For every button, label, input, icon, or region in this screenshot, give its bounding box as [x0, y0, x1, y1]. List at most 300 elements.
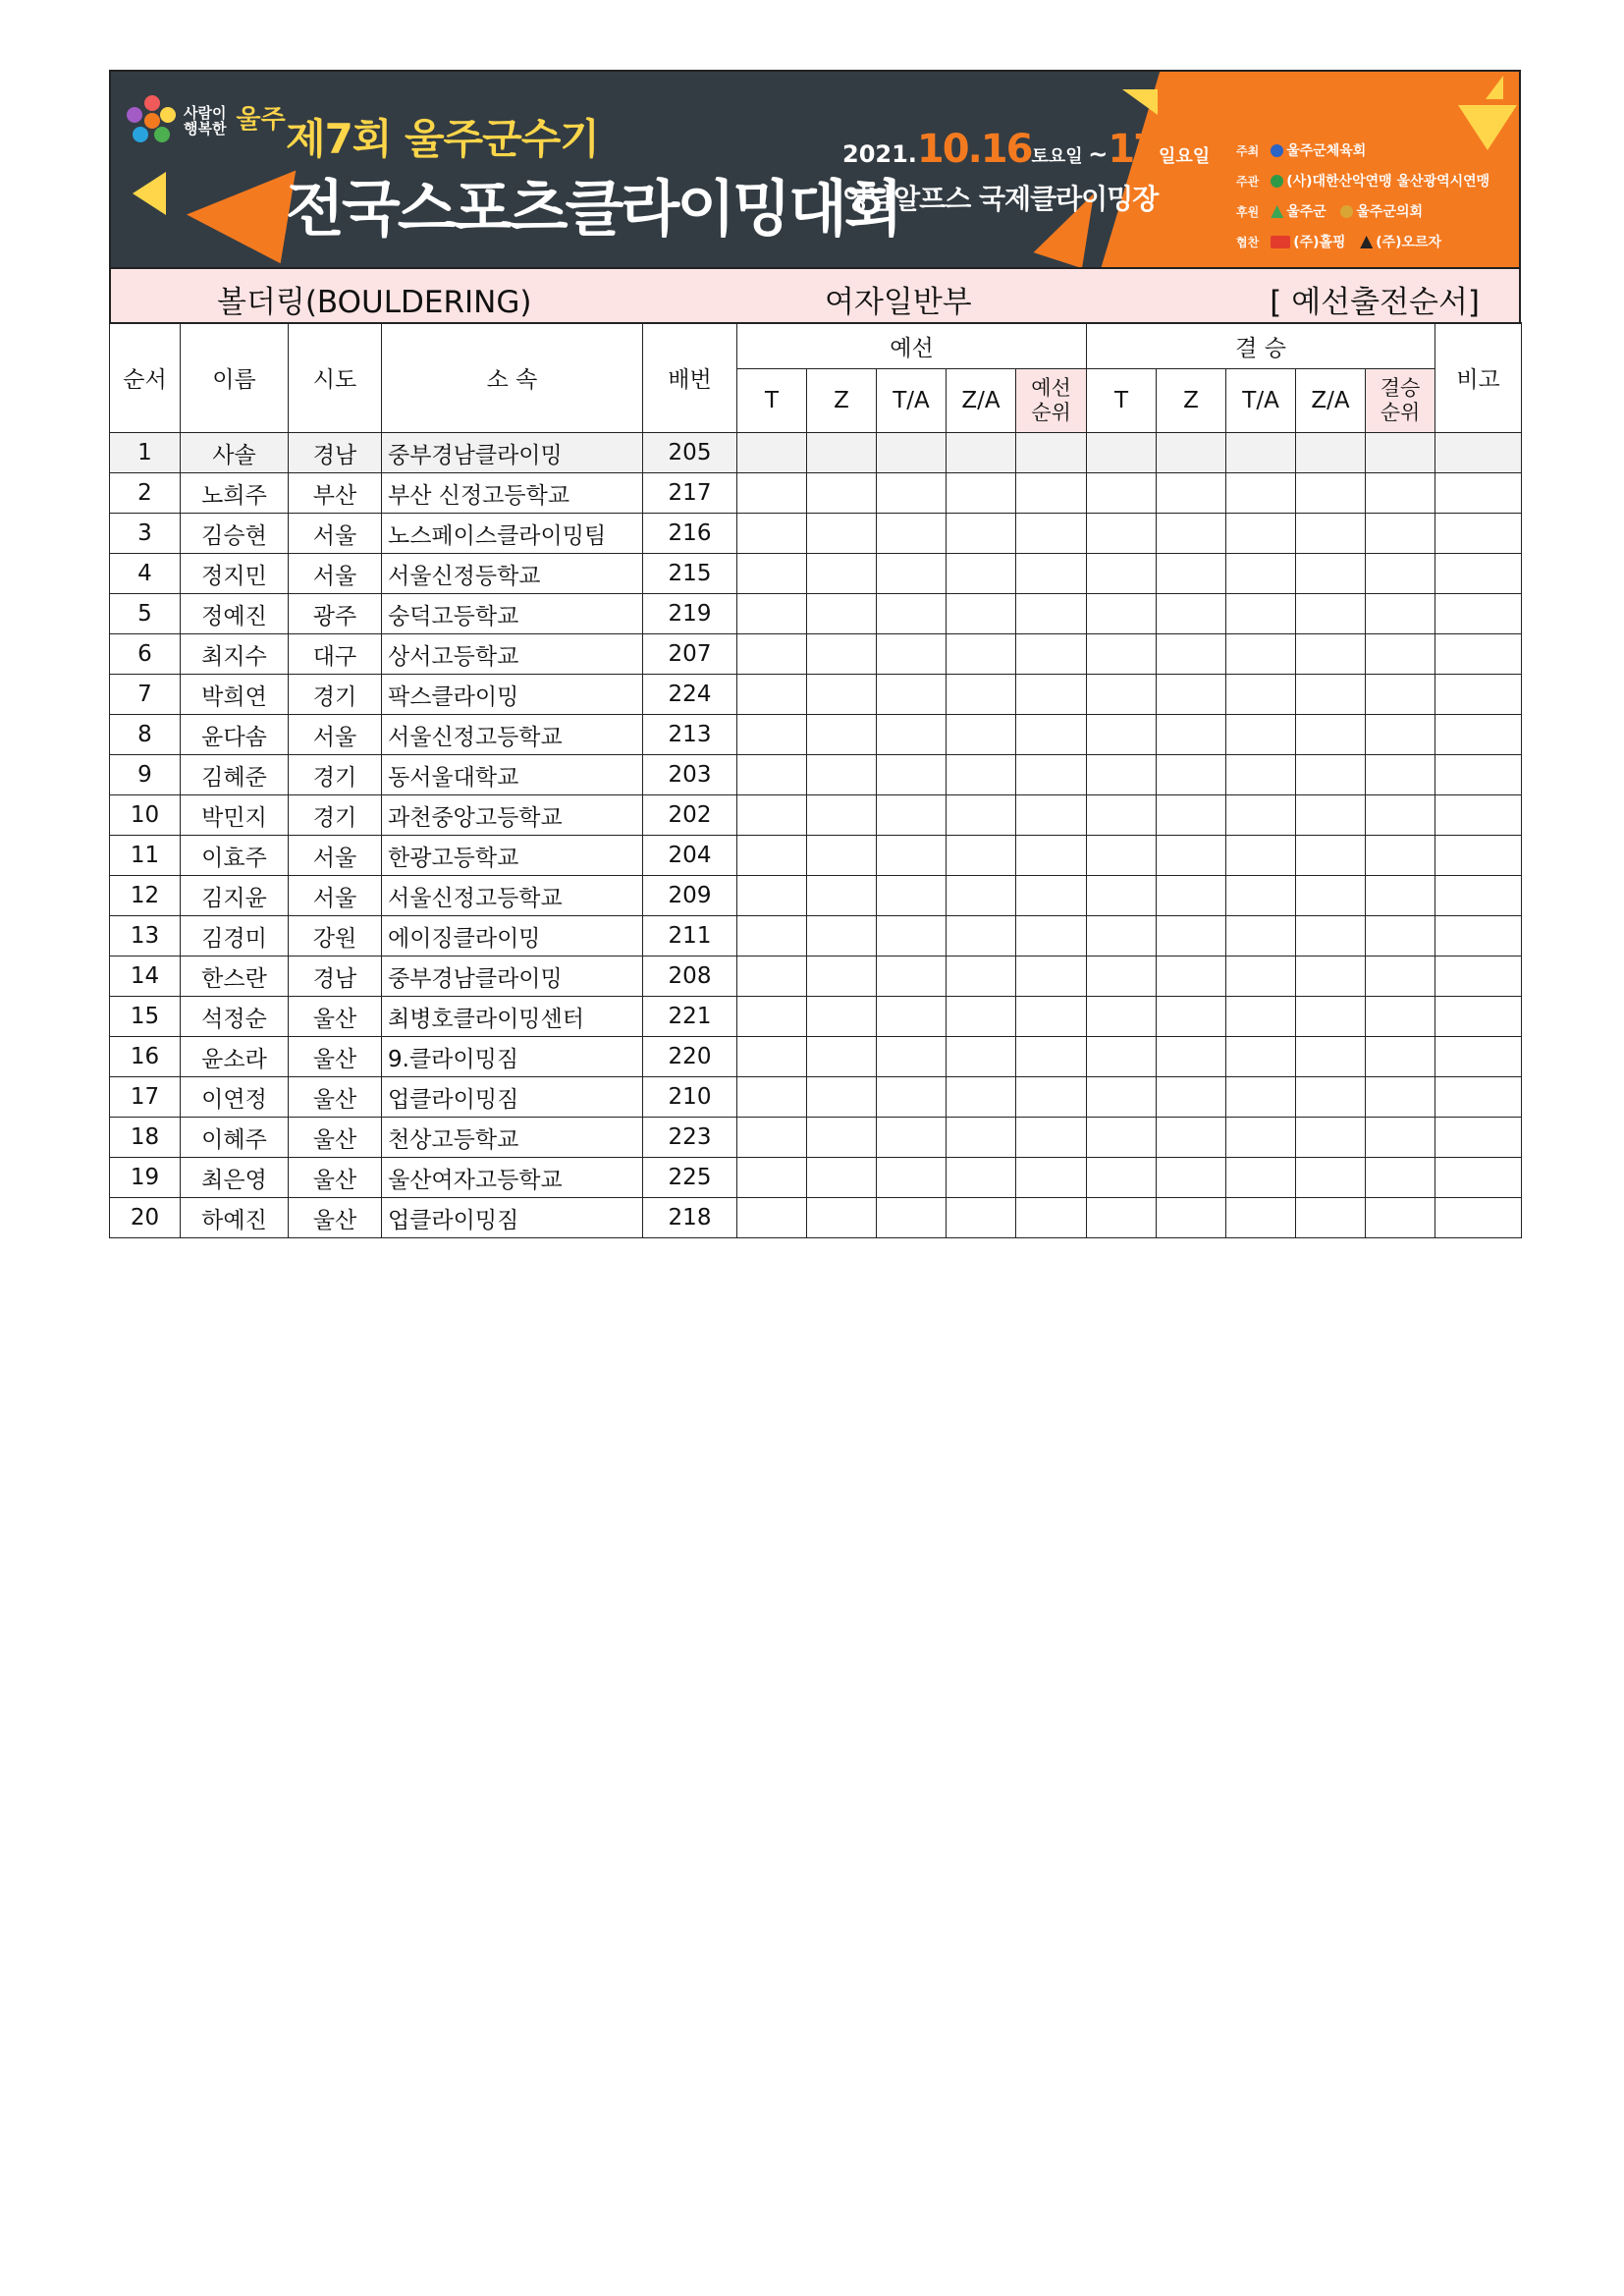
- qual-t-cell: [737, 1118, 807, 1158]
- remarks-cell: [1435, 473, 1522, 514]
- row-order: 18: [110, 1118, 181, 1158]
- remarks-cell: [1435, 715, 1522, 755]
- header-final: 결 승: [1087, 323, 1435, 369]
- row-order: 8: [110, 715, 181, 755]
- final-za-cell: [1296, 634, 1366, 675]
- remarks-cell: [1435, 795, 1522, 836]
- sponsor-name: 울주군체육회: [1286, 143, 1367, 159]
- final-t-cell: [1087, 715, 1157, 755]
- county-council-emblem-icon: [1340, 205, 1353, 218]
- qual-za-cell: [947, 755, 1016, 795]
- qual-za-cell: [947, 1077, 1016, 1118]
- qual-za-cell: [947, 554, 1016, 594]
- qual-rank-cell: [1016, 836, 1087, 876]
- header-qual-zones: Z: [807, 369, 877, 433]
- qual-za-cell: [947, 1198, 1016, 1238]
- header-final-top-attempts: T/A: [1226, 369, 1296, 433]
- qual-ta-cell: [877, 836, 947, 876]
- row-bib: 209: [643, 876, 737, 916]
- qual-t-cell: [737, 836, 807, 876]
- qual-t-cell: [737, 1158, 807, 1198]
- division-label: 여자일반부: [825, 285, 972, 320]
- row-name: 김혜준: [181, 755, 289, 795]
- table-row: [110, 1077, 1522, 1118]
- remarks-cell: [1435, 957, 1522, 997]
- row-region: 경기: [289, 795, 382, 836]
- qual-rank-cell: [1016, 916, 1087, 957]
- row-region: 경기: [289, 675, 382, 715]
- final-ta-cell: [1226, 1077, 1296, 1118]
- final-t-cell: [1087, 433, 1157, 473]
- final-z-cell: [1157, 957, 1226, 997]
- final-t-cell: [1087, 1118, 1157, 1158]
- qual-z-cell: [807, 916, 877, 957]
- final-za-cell: [1296, 795, 1366, 836]
- row-name: 정지민: [181, 554, 289, 594]
- qual-z-cell: [807, 755, 877, 795]
- row-order: 17: [110, 1077, 181, 1118]
- triangle-decoration: [1486, 76, 1503, 99]
- row-bib: 205: [643, 433, 737, 473]
- final-t-cell: [1087, 473, 1157, 514]
- final-z-cell: [1157, 514, 1226, 554]
- header-qual-tops: T: [737, 369, 807, 433]
- qual-z-cell: [807, 715, 877, 755]
- table-row: [110, 836, 1522, 876]
- final-rank-cell: [1366, 1158, 1435, 1198]
- final-t-cell: [1087, 1077, 1157, 1118]
- table-row: [110, 755, 1522, 795]
- ulju-logo: [127, 95, 286, 146]
- final-z-cell: [1157, 473, 1226, 514]
- qual-za-cell: [947, 836, 1016, 876]
- qual-z-cell: [807, 473, 877, 514]
- row-region: 광주: [289, 594, 382, 634]
- qual-za-cell: [947, 997, 1016, 1037]
- qual-rank-cell: [1016, 634, 1087, 675]
- date-end-day: 일요일: [1158, 146, 1211, 167]
- row-bib: 217: [643, 473, 737, 514]
- flower-logo-icon: [127, 95, 178, 146]
- final-rank-cell: [1366, 997, 1435, 1037]
- sponsor-name: (주)홀핑: [1293, 235, 1346, 250]
- row-order: 3: [110, 514, 181, 554]
- table-row: [110, 876, 1522, 916]
- header-final-tops: T: [1087, 369, 1157, 433]
- row-region: 울산: [289, 1077, 382, 1118]
- sponsor-role: 주최: [1236, 144, 1260, 158]
- category-bar: [109, 267, 1521, 324]
- row-bib: 211: [643, 916, 737, 957]
- triangle-decoration: [1122, 89, 1158, 115]
- qual-za-cell: [947, 1118, 1016, 1158]
- remarks-cell: [1435, 1118, 1522, 1158]
- final-t-cell: [1087, 1198, 1157, 1238]
- final-ta-cell: [1226, 755, 1296, 795]
- remarks-cell: [1435, 1077, 1522, 1118]
- qual-za-cell: [947, 795, 1016, 836]
- qual-ta-cell: [877, 473, 947, 514]
- row-order: 19: [110, 1158, 181, 1198]
- final-t-cell: [1087, 997, 1157, 1037]
- header-final-zone-attempts: Z/A: [1296, 369, 1366, 433]
- sponsor-role: 후원: [1236, 205, 1260, 219]
- row-region: 부산: [289, 473, 382, 514]
- final-ta-cell: [1226, 957, 1296, 997]
- final-ta-cell: [1226, 1158, 1296, 1198]
- header-qual-top-attempts: T/A: [877, 369, 947, 433]
- row-bib: 225: [643, 1158, 737, 1198]
- qual-ta-cell: [877, 997, 947, 1037]
- qual-z-cell: [807, 1198, 877, 1238]
- qual-z-cell: [807, 997, 877, 1037]
- qual-za-cell: [947, 715, 1016, 755]
- final-z-cell: [1157, 1118, 1226, 1158]
- row-bib: 218: [643, 1198, 737, 1238]
- final-z-cell: [1157, 1077, 1226, 1118]
- final-t-cell: [1087, 675, 1157, 715]
- final-za-cell: [1296, 957, 1366, 997]
- remarks-cell: [1435, 1198, 1522, 1238]
- final-ta-cell: [1226, 594, 1296, 634]
- qual-t-cell: [737, 1037, 807, 1077]
- final-ta-cell: [1226, 836, 1296, 876]
- row-region: 서울: [289, 554, 382, 594]
- logo-brand: 울주: [236, 104, 286, 135]
- document-type-label: [ 예선출전순서]: [1270, 285, 1480, 320]
- row-affiliation: 업클라이밍짐: [382, 1077, 643, 1118]
- qual-ta-cell: [877, 1037, 947, 1077]
- qual-ta-cell: [877, 675, 947, 715]
- event-title-line-1: 제7회 울주군수기: [286, 115, 599, 163]
- row-order: 12: [110, 876, 181, 916]
- header-affiliation: 소 속: [382, 323, 643, 433]
- final-ta-cell: [1226, 554, 1296, 594]
- final-z-cell: [1157, 715, 1226, 755]
- qual-t-cell: [737, 594, 807, 634]
- row-affiliation: 최병호클라이밍센터: [382, 997, 643, 1037]
- table-row: [110, 957, 1522, 997]
- row-affiliation: 서울신정고등학교: [382, 715, 643, 755]
- row-name: 김승현: [181, 514, 289, 554]
- row-affiliation: 팍스클라이밍: [382, 675, 643, 715]
- row-name: 윤소라: [181, 1037, 289, 1077]
- row-region: 서울: [289, 836, 382, 876]
- row-affiliation: 동서울대학교: [382, 755, 643, 795]
- qual-za-cell: [947, 876, 1016, 916]
- qual-z-cell: [807, 836, 877, 876]
- row-region: 울산: [289, 1198, 382, 1238]
- row-bib: 207: [643, 634, 737, 675]
- qual-rank-cell: [1016, 594, 1087, 634]
- final-za-cell: [1296, 916, 1366, 957]
- final-z-cell: [1157, 634, 1226, 675]
- row-affiliation: 중부경남클라이밍: [382, 433, 643, 473]
- table-row: [110, 1118, 1522, 1158]
- row-name: 김지윤: [181, 876, 289, 916]
- row-name: 정예진: [181, 594, 289, 634]
- remarks-cell: [1435, 916, 1522, 957]
- final-za-cell: [1296, 997, 1366, 1037]
- table-row: [110, 1198, 1522, 1238]
- table-row: [110, 433, 1522, 473]
- final-rank-cell: [1366, 554, 1435, 594]
- row-affiliation: 에이징클라이밍: [382, 916, 643, 957]
- qual-za-cell: [947, 634, 1016, 675]
- row-name: 이효주: [181, 836, 289, 876]
- final-rank-cell: [1366, 715, 1435, 755]
- sponsor-name: 울주군의회: [1356, 204, 1424, 220]
- final-z-cell: [1157, 554, 1226, 594]
- row-affiliation: 9.클라이밍짐: [382, 1037, 643, 1077]
- qual-rank-cell: [1016, 1077, 1087, 1118]
- row-name: 박희연: [181, 675, 289, 715]
- table-header: [110, 323, 1522, 433]
- qual-t-cell: [737, 473, 807, 514]
- row-region: 서울: [289, 514, 382, 554]
- row-affiliation: 숭덕고등학교: [382, 594, 643, 634]
- qual-za-cell: [947, 916, 1016, 957]
- qual-z-cell: [807, 514, 877, 554]
- qual-rank-cell: [1016, 715, 1087, 755]
- table-row: [110, 675, 1522, 715]
- table-row: [110, 795, 1522, 836]
- final-t-cell: [1087, 514, 1157, 554]
- qual-t-cell: [737, 634, 807, 675]
- sponsor-host: [1236, 137, 1489, 167]
- remarks-cell: [1435, 554, 1522, 594]
- row-affiliation: 상서고등학교: [382, 634, 643, 675]
- row-region: 대구: [289, 634, 382, 675]
- qual-rank-cell: [1016, 473, 1087, 514]
- qual-z-cell: [807, 433, 877, 473]
- remarks-cell: [1435, 997, 1522, 1037]
- qual-z-cell: [807, 1118, 877, 1158]
- final-rank-cell: [1366, 755, 1435, 795]
- row-order: 11: [110, 836, 181, 876]
- qual-rank-cell: [1016, 876, 1087, 916]
- qual-ta-cell: [877, 1118, 947, 1158]
- remarks-cell: [1435, 514, 1522, 554]
- qual-za-cell: [947, 433, 1016, 473]
- qual-ta-cell: [877, 514, 947, 554]
- row-region: 경남: [289, 433, 382, 473]
- final-ta-cell: [1226, 795, 1296, 836]
- final-rank-cell: [1366, 1037, 1435, 1077]
- qual-t-cell: [737, 715, 807, 755]
- row-affiliation: 서울신정등학교: [382, 554, 643, 594]
- header-remarks: 비고: [1435, 323, 1522, 433]
- row-region: 경기: [289, 755, 382, 795]
- header-qual-rank: [1016, 369, 1087, 433]
- qual-z-cell: [807, 634, 877, 675]
- date-start: 10.16: [916, 127, 1032, 172]
- row-name: 노희주: [181, 473, 289, 514]
- qual-ta-cell: [877, 433, 947, 473]
- table-body: [110, 433, 1522, 1238]
- qual-t-cell: [737, 997, 807, 1037]
- final-rank-cell: [1366, 433, 1435, 473]
- qual-rank-cell: [1016, 675, 1087, 715]
- qual-z-cell: [807, 876, 877, 916]
- sponsor-name: (주)오르자: [1376, 235, 1442, 250]
- qual-z-cell: [807, 1077, 877, 1118]
- header-final-rank-line-2: 순위: [1380, 401, 1421, 424]
- header-order: 순서: [110, 323, 181, 433]
- row-region: 경남: [289, 957, 382, 997]
- qual-ta-cell: [877, 634, 947, 675]
- event-venue: 영남알프스 국제클라이밍장: [842, 183, 1159, 215]
- table-row: [110, 594, 1522, 634]
- header-region: 시도: [289, 323, 382, 433]
- holping-logo-icon: [1271, 236, 1290, 248]
- final-ta-cell: [1226, 876, 1296, 916]
- final-za-cell: [1296, 876, 1366, 916]
- final-ta-cell: [1226, 1118, 1296, 1158]
- table-row: [110, 715, 1522, 755]
- oreuja-logo-icon: [1360, 236, 1373, 248]
- qual-t-cell: [737, 957, 807, 997]
- header-qualification: 예선: [737, 323, 1087, 369]
- qual-rank-cell: [1016, 1158, 1087, 1198]
- qual-z-cell: [807, 554, 877, 594]
- row-name: 최은영: [181, 1158, 289, 1198]
- logo-slogan: [184, 105, 226, 137]
- row-order: 20: [110, 1198, 181, 1238]
- final-rank-cell: [1366, 634, 1435, 675]
- qual-ta-cell: [877, 916, 947, 957]
- final-rank-cell: [1366, 957, 1435, 997]
- final-za-cell: [1296, 514, 1366, 554]
- qual-rank-cell: [1016, 1198, 1087, 1238]
- event-date: [842, 127, 1210, 172]
- sponsor-organizer: [1236, 167, 1489, 197]
- qual-ta-cell: [877, 554, 947, 594]
- ulju-county-emblem-icon: [1271, 205, 1283, 218]
- row-bib: 216: [643, 514, 737, 554]
- alpine-federation-emblem-icon: [1271, 175, 1283, 188]
- qual-z-cell: [807, 795, 877, 836]
- qual-t-cell: [737, 554, 807, 594]
- qual-rank-cell: [1016, 795, 1087, 836]
- qual-ta-cell: [877, 795, 947, 836]
- row-order: 15: [110, 997, 181, 1037]
- row-order: 2: [110, 473, 181, 514]
- qual-ta-cell: [877, 594, 947, 634]
- row-affiliation: 업클라이밍짐: [382, 1198, 643, 1238]
- row-bib: 202: [643, 795, 737, 836]
- row-affiliation: 한광고등학교: [382, 836, 643, 876]
- qual-rank-cell: [1016, 1037, 1087, 1077]
- final-z-cell: [1157, 836, 1226, 876]
- qual-ta-cell: [877, 715, 947, 755]
- row-order: 9: [110, 755, 181, 795]
- qual-t-cell: [737, 916, 807, 957]
- qual-za-cell: [947, 957, 1016, 997]
- event-title-line-2: 전국스포츠클라이밍대회: [286, 173, 900, 245]
- row-region: 서울: [289, 715, 382, 755]
- header-qual-rank-line-1: 예선: [1031, 376, 1071, 400]
- qual-rank-cell: [1016, 755, 1087, 795]
- date-start-day: 토요일: [1031, 146, 1083, 167]
- qual-t-cell: [737, 675, 807, 715]
- remarks-cell: [1435, 1037, 1522, 1077]
- qual-z-cell: [807, 1037, 877, 1077]
- event-banner: [109, 70, 1521, 267]
- date-end: 17: [1108, 127, 1159, 172]
- row-name: 이연정: [181, 1077, 289, 1118]
- row-bib: 219: [643, 594, 737, 634]
- row-order: 5: [110, 594, 181, 634]
- table-row: [110, 473, 1522, 514]
- final-z-cell: [1157, 795, 1226, 836]
- table-row: [110, 1037, 1522, 1077]
- final-za-cell: [1296, 1077, 1366, 1118]
- qual-za-cell: [947, 1158, 1016, 1198]
- row-order: 6: [110, 634, 181, 675]
- discipline-label: 볼더링(BOULDERING): [217, 285, 532, 320]
- final-z-cell: [1157, 675, 1226, 715]
- header-qual-zone-attempts: Z/A: [947, 369, 1016, 433]
- final-rank-cell: [1366, 1198, 1435, 1238]
- final-t-cell: [1087, 1037, 1157, 1077]
- final-t-cell: [1087, 755, 1157, 795]
- row-affiliation: 서울신정고등학교: [382, 876, 643, 916]
- final-t-cell: [1087, 634, 1157, 675]
- final-za-cell: [1296, 594, 1366, 634]
- date-tilde: ~: [1088, 140, 1109, 168]
- table-row: [110, 1158, 1522, 1198]
- final-z-cell: [1157, 594, 1226, 634]
- sponsor-role: 협찬: [1236, 236, 1260, 249]
- row-bib: 215: [643, 554, 737, 594]
- row-order: 10: [110, 795, 181, 836]
- final-z-cell: [1157, 916, 1226, 957]
- row-region: 강원: [289, 916, 382, 957]
- final-rank-cell: [1366, 1118, 1435, 1158]
- start-list-sheet: [109, 70, 1521, 1238]
- sponsor-list: [1236, 137, 1489, 258]
- final-rank-cell: [1366, 675, 1435, 715]
- final-t-cell: [1087, 957, 1157, 997]
- row-order: 1: [110, 433, 181, 473]
- final-z-cell: [1157, 1198, 1226, 1238]
- final-rank-cell: [1366, 916, 1435, 957]
- final-za-cell: [1296, 755, 1366, 795]
- row-bib: 204: [643, 836, 737, 876]
- header-qual-rank-line-2: 순위: [1031, 401, 1071, 424]
- qual-ta-cell: [877, 957, 947, 997]
- remarks-cell: [1435, 836, 1522, 876]
- row-bib: 203: [643, 755, 737, 795]
- header-bib: 배번: [643, 323, 737, 433]
- qual-ta-cell: [877, 1158, 947, 1198]
- header-final-rank-line-1: 결승: [1380, 376, 1421, 400]
- row-region: 울산: [289, 1037, 382, 1077]
- final-za-cell: [1296, 1037, 1366, 1077]
- triangle-decoration: [133, 172, 166, 215]
- final-rank-cell: [1366, 836, 1435, 876]
- row-name: 하예진: [181, 1198, 289, 1238]
- qual-rank-cell: [1016, 957, 1087, 997]
- row-order: 14: [110, 957, 181, 997]
- row-bib: 213: [643, 715, 737, 755]
- final-za-cell: [1296, 715, 1366, 755]
- final-rank-cell: [1366, 876, 1435, 916]
- qual-t-cell: [737, 1198, 807, 1238]
- remarks-cell: [1435, 594, 1522, 634]
- final-ta-cell: [1226, 1037, 1296, 1077]
